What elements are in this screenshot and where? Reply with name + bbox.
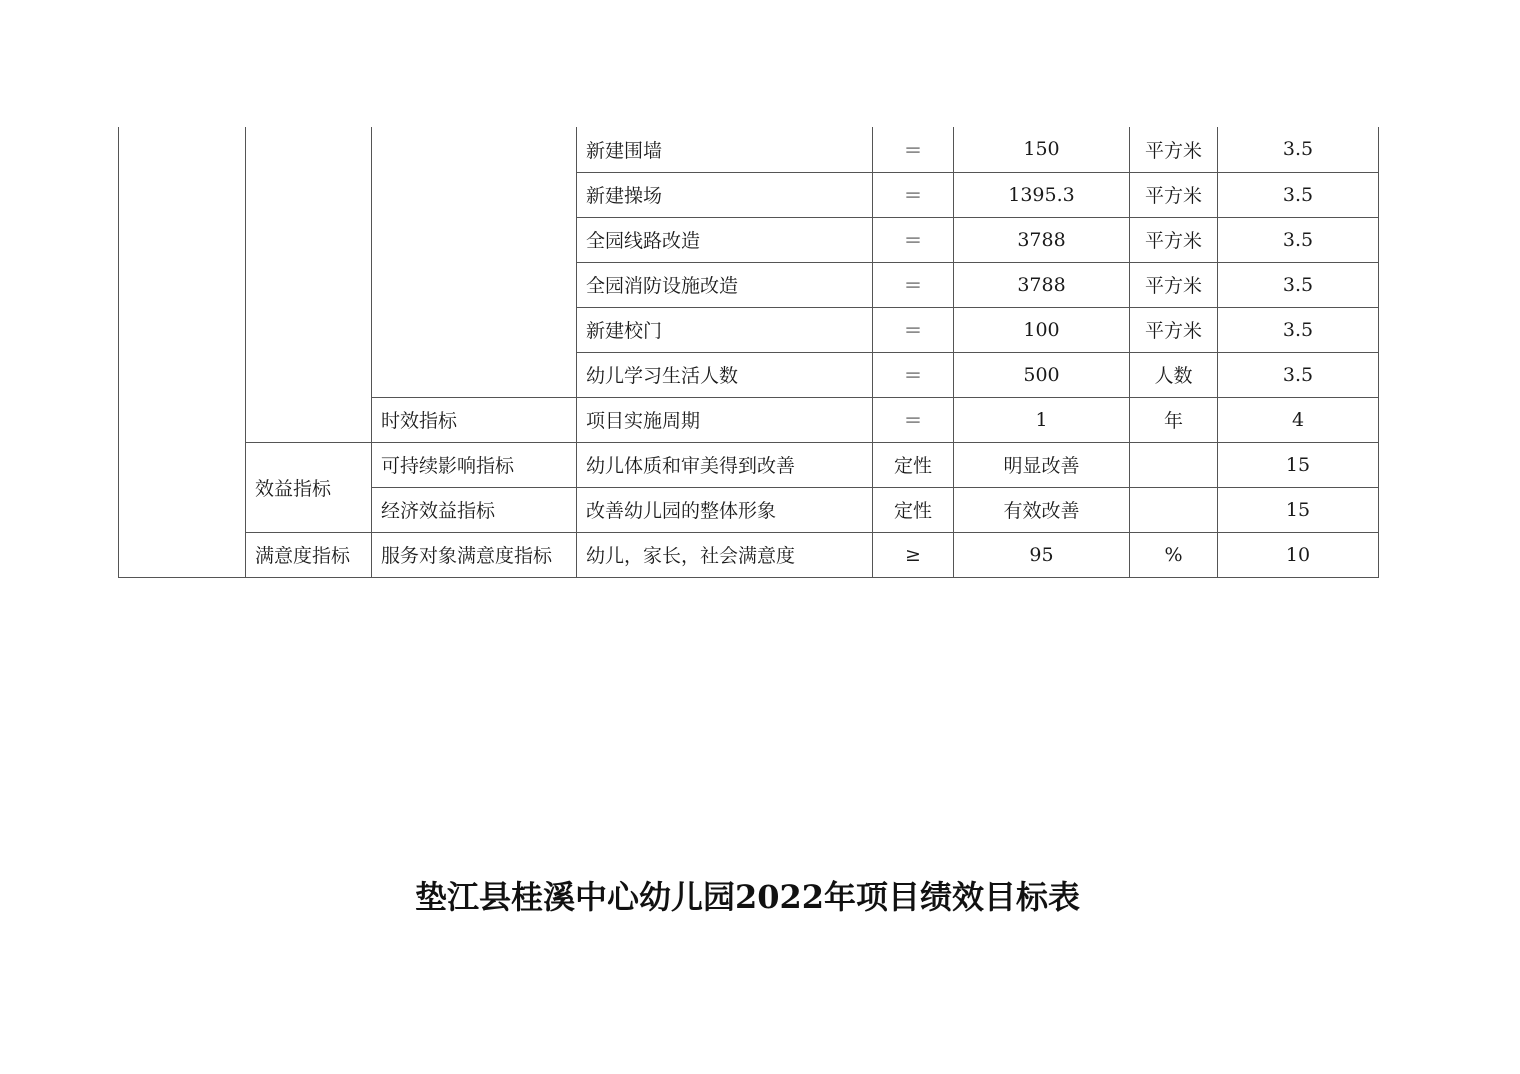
score-cell: 3.5	[1218, 217, 1379, 262]
indicator-cell: 改善幼儿园的整体形象	[577, 487, 873, 532]
score-cell: 3.5	[1218, 307, 1379, 352]
value-cell: 1	[954, 397, 1130, 442]
value-cell: 明显改善	[954, 442, 1130, 487]
level2-indicator-cell: 服务对象满意度指标	[372, 532, 577, 577]
score-cell: 3.5	[1218, 352, 1379, 397]
level2-indicator-cell: 时效指标	[372, 397, 577, 442]
indicator-cell: 项目实施周期	[577, 397, 873, 442]
indicator-cell: 幼儿体质和审美得到改善	[577, 442, 873, 487]
unit-cell: 平方米	[1130, 307, 1218, 352]
level2-indicator-cell: 可持续影响指标	[372, 442, 577, 487]
operator-cell: ＝	[873, 262, 954, 307]
score-cell: 4	[1218, 397, 1379, 442]
score-cell: 3.5	[1218, 172, 1379, 217]
value-cell: 1395.3	[954, 172, 1130, 217]
unit-cell: 平方米	[1130, 262, 1218, 307]
operator-cell: ≥	[873, 532, 954, 577]
performance-table	[118, 127, 1379, 578]
unit-cell	[1130, 442, 1218, 487]
indicator-cell: 新建操场	[577, 172, 873, 217]
score-cell: 3.5	[1218, 127, 1379, 172]
indicator-cell: 新建校门	[577, 307, 873, 352]
table-row	[119, 127, 1379, 172]
operator-cell: ＝	[873, 217, 954, 262]
value-cell: 150	[954, 127, 1130, 172]
unit-cell: 平方米	[1130, 172, 1218, 217]
unit-cell: 年	[1130, 397, 1218, 442]
operator-cell: 定性	[873, 487, 954, 532]
value-cell: 3788	[954, 262, 1130, 307]
blank-cell	[372, 127, 577, 397]
blank-cell	[246, 127, 372, 442]
operator-cell: ＝	[873, 307, 954, 352]
value-cell: 500	[954, 352, 1130, 397]
score-cell: 15	[1218, 487, 1379, 532]
level1-indicator-cell: 效益指标	[246, 442, 372, 532]
operator-cell: 定性	[873, 442, 954, 487]
score-cell: 15	[1218, 442, 1379, 487]
operator-cell: ＝	[873, 352, 954, 397]
indicator-cell: 幼儿学习生活人数	[577, 352, 873, 397]
unit-cell: 人数	[1130, 352, 1218, 397]
indicator-cell: 全园消防设施改造	[577, 262, 873, 307]
score-cell: 10	[1218, 532, 1379, 577]
indicator-cell: 全园线路改造	[577, 217, 873, 262]
operator-cell: ＝	[873, 127, 954, 172]
value-cell: 3788	[954, 217, 1130, 262]
value-cell: 100	[954, 307, 1130, 352]
value-cell: 95	[954, 532, 1130, 577]
unit-cell	[1130, 487, 1218, 532]
unit-cell: 平方米	[1130, 127, 1218, 172]
level1-indicator-cell: 满意度指标	[246, 532, 372, 577]
level2-indicator-cell: 经济效益指标	[372, 487, 577, 532]
table-row	[119, 442, 1379, 487]
operator-cell: ＝	[873, 397, 954, 442]
score-cell: 3.5	[1218, 262, 1379, 307]
value-cell: 有效改善	[954, 487, 1130, 532]
blank-cell	[119, 127, 246, 577]
unit-cell: %	[1130, 532, 1218, 577]
document-title: 垫江县桂溪中心幼儿园2022年项目绩效目标表	[414, 878, 1081, 916]
indicator-cell: 新建围墙	[577, 127, 873, 172]
table-row	[119, 532, 1379, 577]
unit-cell: 平方米	[1130, 217, 1218, 262]
operator-cell: ＝	[873, 172, 954, 217]
indicator-cell: 幼儿，家长，社会满意度	[577, 532, 873, 577]
